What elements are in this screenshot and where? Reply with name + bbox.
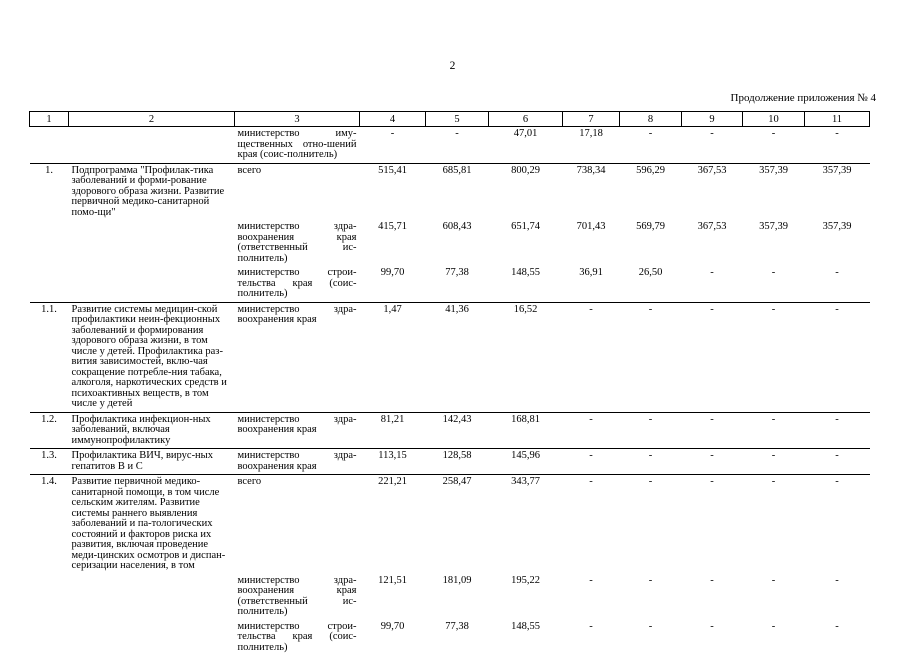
amount-cell: 1,47 [360, 302, 426, 412]
row-number: 1.4. [30, 475, 69, 574]
amount-cell: - [620, 620, 682, 655]
executor: всего [235, 475, 360, 574]
row-number [30, 127, 69, 164]
executor: министерство строи-тельства края (соис-полнитель) [235, 266, 360, 302]
col-header: 7 [563, 112, 620, 127]
amount-cell: - [682, 127, 743, 164]
amount-cell: 608,43 [426, 220, 489, 266]
amount-cell: - [620, 475, 682, 574]
amount-cell: - [563, 574, 620, 620]
amount-cell: - [426, 127, 489, 164]
executor: министерство здра-воохранения края [235, 302, 360, 412]
amount-cell: 357,39 [743, 220, 805, 266]
amount-cell: - [682, 266, 743, 302]
amount-cell: 168,81 [489, 412, 563, 449]
amount-cell: 651,74 [489, 220, 563, 266]
amount-cell: - [743, 127, 805, 164]
amount-cell: 195,22 [489, 574, 563, 620]
amount-cell: 181,09 [426, 574, 489, 620]
row-number: 1.1. [30, 302, 69, 412]
amount-cell: 596,29 [620, 163, 682, 220]
row-number [30, 574, 69, 620]
amount-cell: 16,52 [489, 302, 563, 412]
amount-cell: - [805, 412, 870, 449]
amount-cell: - [682, 412, 743, 449]
table-body [30, 127, 870, 655]
program-name: Развитие системы медицин-ской профилактики неин-фекционных заболеваний и формирования здорового образа жизни, в том числе у детей. Профилактика раз-вития зависимостей, вклю-чая сокращение потребле-ния табака, алкоголя, наркотических средств и психоактивных веществ, в том числе у детей [69, 302, 235, 412]
amount-cell: - [743, 475, 805, 574]
amount-cell: 515,41 [360, 163, 426, 220]
table-row [30, 163, 870, 220]
amount-cell: - [743, 302, 805, 412]
amount-cell: - [743, 412, 805, 449]
amount-cell: - [620, 412, 682, 449]
amount-cell: - [682, 302, 743, 412]
program-name [69, 266, 235, 302]
program-name [69, 574, 235, 620]
amount-cell: - [805, 475, 870, 574]
row-number [30, 266, 69, 302]
program-name [69, 220, 235, 266]
amount-cell: - [563, 412, 620, 449]
amount-cell: 221,21 [360, 475, 426, 574]
col-header: 10 [743, 112, 805, 127]
executor: министерство здра-воохранения края [235, 412, 360, 449]
amount-cell: - [563, 302, 620, 412]
amount-cell: 701,43 [563, 220, 620, 266]
amount-cell: 142,43 [426, 412, 489, 449]
amount-cell: 357,39 [805, 220, 870, 266]
amount-cell: - [805, 266, 870, 302]
col-header: 5 [426, 112, 489, 127]
amount-cell: - [743, 266, 805, 302]
program-name [69, 127, 235, 164]
amount-cell: 569,79 [620, 220, 682, 266]
amount-cell: 41,36 [426, 302, 489, 412]
amount-cell: - [682, 449, 743, 475]
amount-cell: 367,53 [682, 163, 743, 220]
header-row [30, 112, 870, 127]
amount-cell: - [620, 574, 682, 620]
executor: министерство здра-воохранения края (ответственный ис-полнитель) [235, 574, 360, 620]
financing-table [29, 111, 870, 655]
amount-cell: 685,81 [426, 163, 489, 220]
amount-cell: 99,70 [360, 266, 426, 302]
program-name: Подпрограмма "Профилак-тика заболеваний и форми-рование здорового образа жизни. Развитие первичной медико-санитарной помо-щи" [69, 163, 235, 220]
executor: министерство здра-воохранения края [235, 449, 360, 475]
amount-cell: 415,71 [360, 220, 426, 266]
table-row [30, 220, 870, 266]
amount-cell: - [682, 620, 743, 655]
amount-cell: 17,18 [563, 127, 620, 164]
amount-cell: 77,38 [426, 620, 489, 655]
table-row [30, 620, 870, 655]
table-row [30, 412, 870, 449]
executor: министерство строи-тельства края (соис-полнитель) [235, 620, 360, 655]
col-header: 3 [235, 112, 360, 127]
col-header: 1 [30, 112, 69, 127]
col-header: 9 [682, 112, 743, 127]
executor: министерство здра-воохранения края (ответственный ис-полнитель) [235, 220, 360, 266]
amount-cell: - [805, 302, 870, 412]
amount-cell: 738,34 [563, 163, 620, 220]
row-number: 1.3. [30, 449, 69, 475]
amount-cell: - [620, 127, 682, 164]
table-row [30, 302, 870, 412]
amount-cell: 128,58 [426, 449, 489, 475]
program-name: Профилактика ВИЧ, вирус-ных гепатитов В и С [69, 449, 235, 475]
amount-cell: - [563, 620, 620, 655]
row-number [30, 620, 69, 655]
col-header: 4 [360, 112, 426, 127]
row-number: 1. [30, 163, 69, 220]
amount-cell: 99,70 [360, 620, 426, 655]
amount-cell: - [620, 449, 682, 475]
amount-cell: 357,39 [743, 163, 805, 220]
executor: всего [235, 163, 360, 220]
table-row [30, 574, 870, 620]
amount-cell: 145,96 [489, 449, 563, 475]
amount-cell: 148,55 [489, 266, 563, 302]
col-header: 8 [620, 112, 682, 127]
amount-cell: 121,51 [360, 574, 426, 620]
amount-cell: - [805, 574, 870, 620]
table-row [30, 449, 870, 475]
amount-cell: - [743, 574, 805, 620]
amount-cell: 113,15 [360, 449, 426, 475]
table-row [30, 127, 870, 164]
col-header: 6 [489, 112, 563, 127]
amount-cell: 367,53 [682, 220, 743, 266]
program-name [69, 620, 235, 655]
amount-cell: 800,29 [489, 163, 563, 220]
executor: министерство иму-щественных отно-шений края (соис-полнитель) [235, 127, 360, 164]
row-number [30, 220, 69, 266]
amount-cell: 258,47 [426, 475, 489, 574]
row-number: 1.2. [30, 412, 69, 449]
amount-cell: 357,39 [805, 163, 870, 220]
amount-cell: - [805, 620, 870, 655]
amount-cell: - [682, 574, 743, 620]
amount-cell: 343,77 [489, 475, 563, 574]
amount-cell: 47,01 [489, 127, 563, 164]
amount-cell: - [743, 620, 805, 655]
amount-cell: - [743, 449, 805, 475]
amount-cell: 148,55 [489, 620, 563, 655]
amount-cell: - [805, 127, 870, 164]
amount-cell: 26,50 [620, 266, 682, 302]
table-row [30, 475, 870, 574]
amount-cell: - [360, 127, 426, 164]
amount-cell: 36,91 [563, 266, 620, 302]
table-row [30, 266, 870, 302]
program-name: Развитие первичной медико-санитарной помощи, в том числе сельским жителям. Развитие системы раннего выявления заболеваний и па-тологических состояний и факторов риска их развития, включая проведение меди-цинских осмотров и диспан-серизации населения, в том [69, 475, 235, 574]
amount-cell: 77,38 [426, 266, 489, 302]
amount-cell: - [682, 475, 743, 574]
amount-cell: - [620, 302, 682, 412]
col-header: 2 [69, 112, 235, 127]
continuation-label: Продолжение приложения № 4 [731, 92, 876, 104]
amount-cell: - [563, 475, 620, 574]
page-number: 2 [0, 60, 905, 72]
amount-cell: 81,21 [360, 412, 426, 449]
amount-cell: - [805, 449, 870, 475]
amount-cell: - [563, 449, 620, 475]
col-header: 11 [805, 112, 870, 127]
program-name: Профилактика инфекцион-ных заболеваний, включая иммунопрофилактику [69, 412, 235, 449]
